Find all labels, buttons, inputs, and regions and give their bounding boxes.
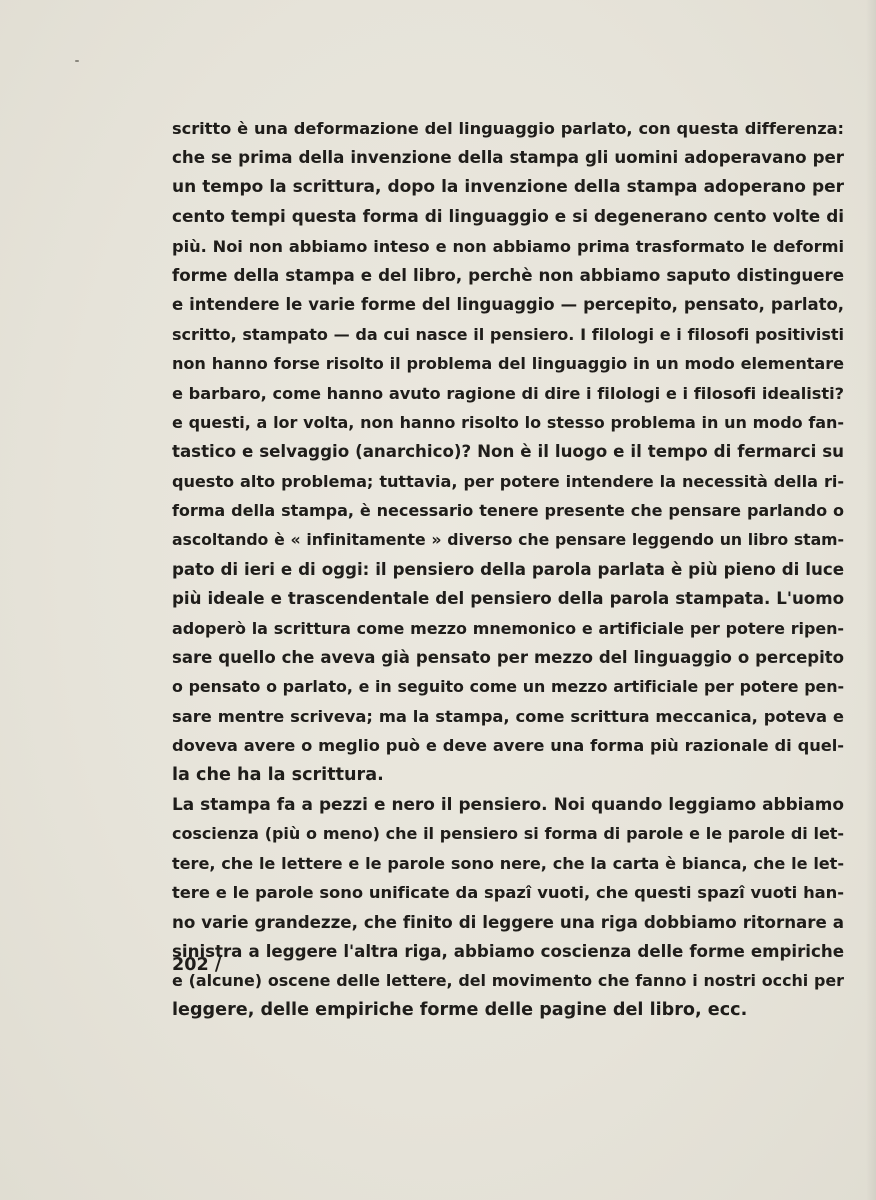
text-line: tere e le parole sono unificate da spazî vuoti, che questi spazî vuoti han- <box>172 883 844 903</box>
page-edge-shadow <box>866 0 876 1200</box>
text-line: e intendere le varie forme del linguaggio — percepito, pensato, parlato, <box>172 295 844 315</box>
text-line: e barbaro, come hanno avuto ragione di dire i filologi e i filosofi idealisti? <box>172 383 844 403</box>
text-line: tastico e selvaggio (anarchico)? Non è il luogo e il tempo di fermarci su <box>172 442 844 462</box>
text-line: e questi, a lor volta, non hanno risolto lo stesso problema in un modo fan- <box>172 412 844 432</box>
text-line: sare mentre scriveva; ma la stampa, come scrittura meccanica, poteva e <box>172 706 844 726</box>
body-text <box>172 114 844 1025</box>
paragraph-end-line: la che ha la scrittura. <box>172 764 384 785</box>
text-line: scritto è una deformazione del linguaggio parlato, con questa differenza: <box>172 119 844 138</box>
text-line: forma della stampa, è necessario tenere presente che pensare parlando o <box>172 501 844 521</box>
text-line: che se prima della invenzione della stampa gli uomini adoperavano per <box>172 148 844 168</box>
text-line: questo alto problema; tuttavia, per potere intendere la necessità della ri- <box>172 471 844 491</box>
page-number: 202 / <box>172 955 222 975</box>
text-line: no varie grandezze, che finito di leggere una riga dobbiamo ritornare a <box>172 911 844 932</box>
text-line: adoperò la scrittura come mezzo mnemonico e artificiale per potere ripen- <box>172 618 844 638</box>
text-line: forme della stampa e del libro, perchè non abbiamo saputo distinguere <box>172 265 844 285</box>
text-line: pato di ieri e di oggi: il pensiero della parola parlata è più pieno di luce <box>172 558 844 579</box>
text-line: sare quello che aveva già pensato per mezzo del linguaggio o percepito <box>172 648 844 668</box>
text-line: sinistra a leggere l'altra riga, abbiamo coscienza delle forme empiriche <box>172 941 844 961</box>
text-line: più ideale e trascendentale del pensiero della parola stampata. L'uomo <box>172 589 844 609</box>
text-line: o pensato o parlato, e in seguito come un mezzo artificiale per potere pen- <box>172 677 844 697</box>
text-line: e (alcune) oscene delle lettere, del movimento che fanno i nostri occhi per <box>172 971 844 991</box>
text-line: scritto, stampato — da cui nasce il pensiero. I filologi e i filosofi positivisti <box>172 324 844 344</box>
paper-speck <box>75 60 79 62</box>
text-line: non hanno forse risolto il problema del linguaggio in un modo elementare <box>172 354 844 374</box>
text-line: coscienza (più o meno) che il pensiero si forma di parole e le parole di let- <box>172 824 844 844</box>
text-line: doveva avere o meglio può e deve avere una forma più razionale di quel- <box>172 736 844 756</box>
text-line: ascoltando è « infinitamente » diverso che pensare leggendo un libro stam- <box>172 530 844 550</box>
text-line: tere, che le lettere e le parole sono nere, che la carta è bianca, che le let- <box>172 853 844 873</box>
text-line: un tempo la scrittura, dopo la invenzione della stampa adoperano per <box>172 176 844 197</box>
text-line: cento tempi questa forma di linguaggio e si degenerano cento volte di <box>172 206 844 227</box>
text-line: più. Noi non abbiamo inteso e non abbiamo prima trasformato le deformi <box>172 236 844 256</box>
paragraph-end-line: leggere, delle empiriche forme delle pagine del libro, ecc. <box>172 999 748 1020</box>
text-line: La stampa fa a pezzi e nero il pensiero. Noi quando leggiamo abbiamo <box>172 793 844 814</box>
